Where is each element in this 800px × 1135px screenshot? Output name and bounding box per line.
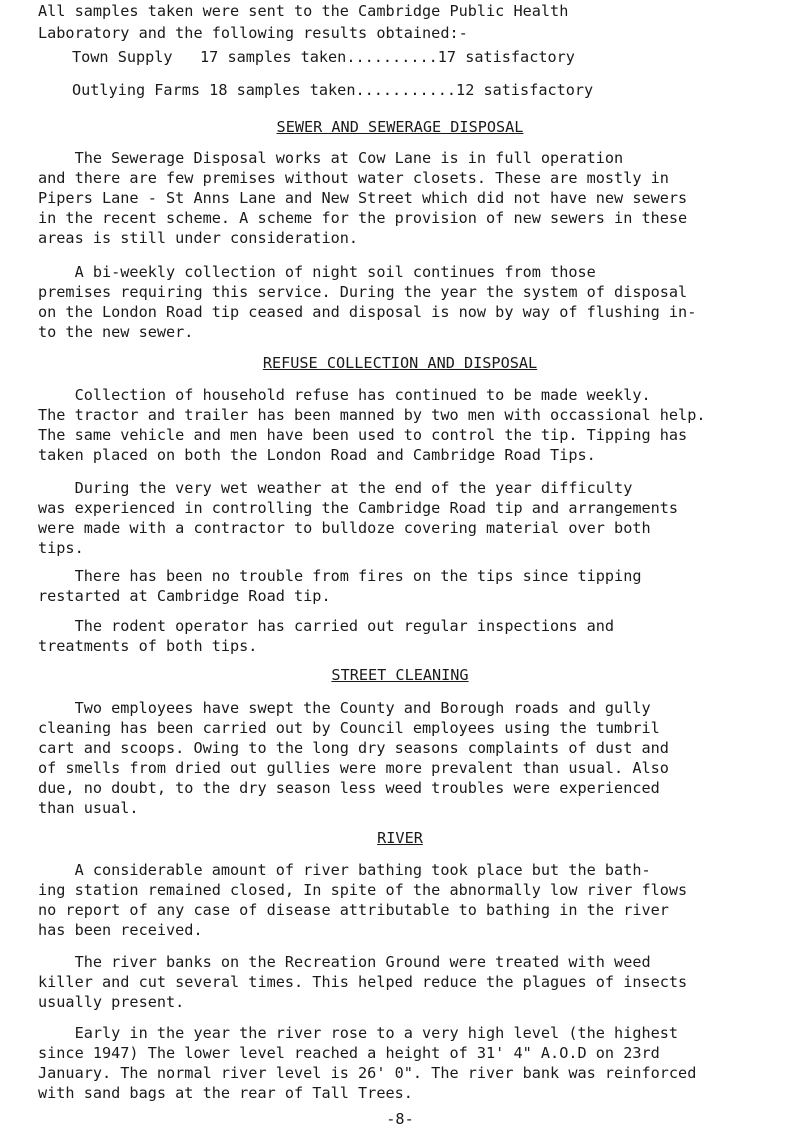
sample-row-town-supply — [72, 48, 772, 66]
paragraph: Early in the year the river rose to a very high level (the highest since 1947) The lower level reached a height of 31' 4" A.O.D on 23rd January. The normal river level is 26' 0". The river bank was reinforced with sand bags at the rear of Tall Trees. — [38, 1024, 697, 1102]
paragraph: There has been no trouble from fires on the tips since tipping restarted at Cambridge Road tip. — [38, 567, 642, 605]
paragraph: Two employees have swept the County and Borough roads and gully cleaning has been carried out by Council employees using the tumbril cart and scoops. Owing to the long dry seasons complaints of dust and of smells from dried out gullies were more prevalent than usual. Also due, no doubt, to the dry season less weed troubles were experienced than usual. — [38, 699, 669, 817]
paragraph: During the very wet weather at the end of the year difficulty was experienced in controlling the Cambridge Road tip and arrangements were made with a contractor to bulldoze covering material over both tips. — [38, 479, 679, 557]
sample-label: Outlying Farms — [72, 81, 201, 99]
sample-label: Town Supply — [72, 48, 173, 66]
paragraph: The river banks on the Recreation Ground were treated with weed killer and cut several times. This helped reduce the plagues of insects usually present. — [38, 953, 688, 1011]
sample-result: 18 samples taken...........12 satisfactory — [209, 81, 594, 99]
paragraph: The rodent operator has carried out regular inspections and treatments of both tips. — [38, 617, 615, 655]
page-number: -8- — [386, 1110, 414, 1128]
paragraph: Collection of household refuse has continued to be made weekly. The tractor and trailer has been manned by two men with occassional help. The same vehicle and men have been used to control the tip. Tipping has taken placed on both the London Road and Cambridge Road Tips. — [38, 386, 706, 464]
section-heading-sewerage: SEWER AND SEWERAGE DISPOSAL — [276, 118, 524, 136]
paragraph: A bi-weekly collection of night soil continues from those premises requiring this service. During the year the system of disposal on the London Road tip ceased and disposal is now by way of flushing in- to the new sewer. — [38, 263, 697, 341]
section-heading-river: RIVER — [377, 829, 423, 847]
intro-paragraph: All samples taken were sent to the Cambridge Public Health Laboratory and the following results obtained:- — [38, 2, 569, 42]
paragraph: A considerable amount of river bathing took place but the bath- ing station remained closed, In spite of the abnormally low river flows no report of any case of disease attributable to bathing in the river has been received. — [38, 861, 688, 939]
section-heading-street-cleaning: STREET CLEANING — [331, 666, 469, 684]
sample-row-outlying-farms — [72, 81, 772, 99]
sample-result: 17 samples taken..........17 satisfactory — [200, 48, 575, 66]
paragraph: The Sewerage Disposal works at Cow Lane is in full operation and there are few premises without water closets. These are mostly in Pipers Lane - St Anns Lane and New Street which did not have new sewers in the recent scheme. A scheme for the provision of new sewers in these areas is still under consideration. — [38, 149, 688, 247]
section-heading-refuse: REFUSE COLLECTION AND DISPOSAL — [262, 354, 538, 372]
